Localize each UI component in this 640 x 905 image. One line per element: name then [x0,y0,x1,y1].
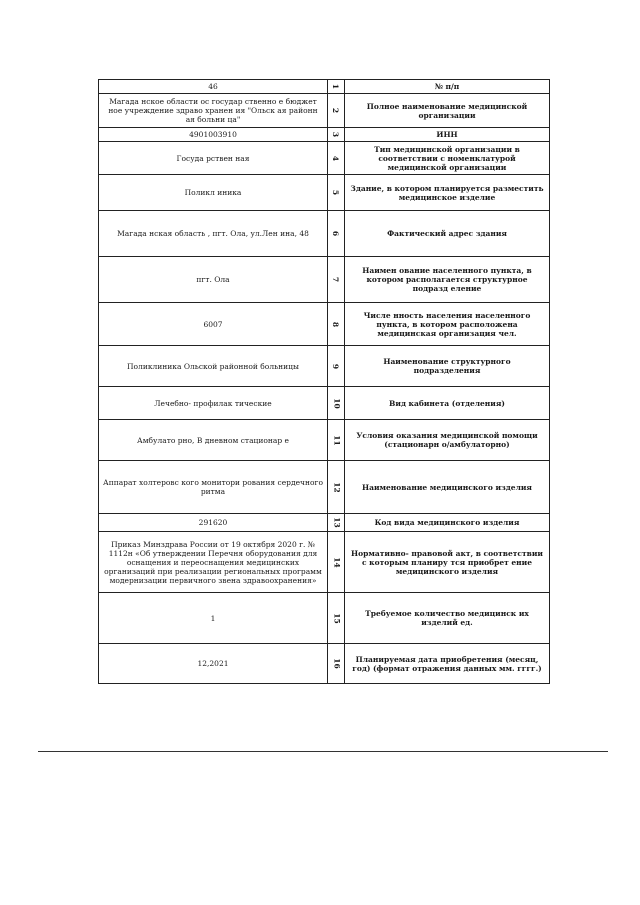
row-number: 4 [331,155,341,161]
table-row [99,175,550,211]
row-number-cell [328,175,345,211]
row-number-cell [328,211,345,257]
table-row [99,142,550,175]
row-value: 6007 [99,303,328,346]
row-number-cell [328,257,345,303]
table-row [99,128,550,142]
row-number: 3 [331,131,341,138]
row-label: Числе нность населения населенного пункта, в котором расположена медицинская организация чел. [345,303,550,346]
row-number: 12 [332,481,342,493]
row-label: Условия оказания медицинской помощи (стационарн о/амбулаторно) [345,420,550,461]
table-row [99,257,550,303]
row-number: 13 [332,517,342,528]
table-row [99,644,550,684]
row-label: Наименование структурного подразделения [345,346,550,387]
page-divider-line [38,751,608,752]
table-row [99,593,550,644]
row-label: Требуемое количество медицинск их изделий ед. [345,593,550,644]
table-row [99,387,550,420]
row-number: 1 [331,83,341,90]
medical-device-table [98,79,550,684]
row-value: Лечебно- профилак тические [99,387,328,420]
row-label: Наимен ование населенного пункта, в котором располагается структурное подразд еление [345,257,550,303]
row-number: 2 [331,107,341,114]
row-number-cell [328,346,345,387]
row-value: Госуда рствен ная [99,142,328,175]
row-number-cell [328,593,345,644]
row-number-cell [328,387,345,420]
row-number-cell [328,514,345,532]
table-row [99,346,550,387]
table-row [99,211,550,257]
row-number-cell [328,94,345,128]
table-row [99,514,550,532]
row-number: 16 [332,658,342,669]
row-label: Планируемая дата приобретения (месяц, год) (формат отражения данных мм. гггг.) [345,644,550,684]
row-number: 9 [331,363,341,369]
row-label: № п/п [345,80,550,94]
table-row [99,461,550,514]
row-number-cell [328,532,345,593]
row-number-cell [328,303,345,346]
row-number: 15 [332,612,342,624]
row-value: Магада нское области ос государ ственно е бюджет ное учреждение здраво хранен ия "Ольск ая районн ая больни ца" [99,94,328,128]
row-number-cell [328,142,345,175]
row-number-cell [328,80,345,94]
row-label: Тип медицинской организации в соответствии с номенклатурой медицинской организации [345,142,550,175]
table-row [99,303,550,346]
row-value: Приказ Минздрава России от 19 октября 2020 г. № 1112н «Об утверждении Перечня оборудования для оснащения и переоснащения медицинских организаций при реализации региональных программ модернизации первичного звена здравоохранения» [99,532,328,593]
row-value: Поликлиника Ольской районной больницы [99,346,328,387]
row-number: 6 [331,230,341,237]
row-value: Аппарат холтеровс кого монитори рования сердечного ритма [99,461,328,514]
row-number: 14 [332,556,342,568]
row-label: Полное наименование медицинской организации [345,94,550,128]
row-number: 10 [332,397,342,409]
row-number: 8 [331,321,341,327]
row-number: 5 [331,189,341,196]
row-label: Нормативно- правовой акт, в соответствии с которым планиру тся приобрет ение медицинского изделия [345,532,550,593]
row-value: 1 [99,593,328,644]
row-number-cell [328,461,345,514]
row-number: 7 [331,276,341,283]
row-label: Фактический адрес здания [345,211,550,257]
row-label: Наименование медицинского изделия [345,461,550,514]
table-row [99,420,550,461]
table-row [99,94,550,128]
row-label: Вид кабинета (отделения) [345,387,550,420]
table-row [99,532,550,593]
row-value: 4901003910 [99,128,328,142]
row-number-cell [328,128,345,142]
row-value: Магада нская область , пгт. Ола, ул.Лен ина, 48 [99,211,328,257]
row-number-cell [328,420,345,461]
row-label: Код вида медицинского изделия [345,514,550,532]
row-value: Амбулато рно, В дневном стационар е [99,420,328,461]
table-row [99,80,550,94]
row-value: пгт. Ола [99,257,328,303]
row-label: ИНН [345,128,550,142]
row-value: 12,2021 [99,644,328,684]
row-value: 46 [99,80,328,94]
row-number: 11 [332,434,342,446]
row-value: Поликл иника [99,175,328,211]
row-number-cell [328,644,345,684]
row-value: 291620 [99,514,328,532]
table-body [99,80,550,684]
row-label: Здание, в котором планируется разместить медицинское изделие [345,175,550,211]
